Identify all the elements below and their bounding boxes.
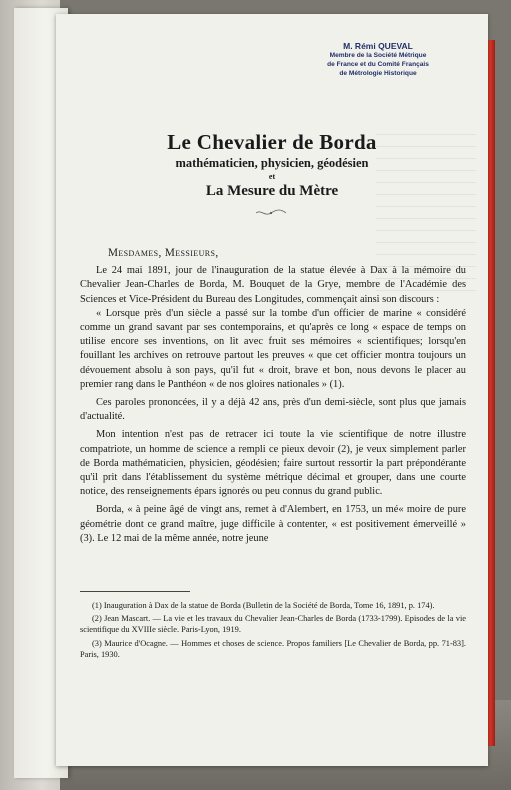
document-title: Le Chevalier de Borda	[167, 130, 377, 154]
salutation: Mesdames, Messieurs,	[108, 247, 219, 259]
paragraph: Ces paroles prononcées, il y a déjà 42 ans, près d'un demi-siècle, sont plus que jamais d'actualité.	[80, 397, 466, 423]
quotation: « Lorsque près d'un siècle a passé sur la tombe d'un officier de marine « considéré comme un grand savant par ses contemporains, et qu'après ce long « espace de temps on utilise encore ses inventions, on lit avec fruit ses mémoires « scientifiques; lorsqu'en fouillant les archives on retrouve partout les preuves « que cet officier montra toujours un dévouement absolu à son pays, qu'il fut « droit, brave et bon, nous devons le placer au premier rang dans le Panthéon « de nos gloires nationales » (1).	[80, 307, 466, 390]
footnote: (3) Maurice d'Ocagne. — Hommes et choses de science. Propos familiers [Le Chevalier de Borda, pp. 71-83]. Paris, 1930.	[80, 638, 466, 659]
body-text	[80, 246, 466, 546]
conjunction: et	[268, 172, 276, 181]
document-page	[56, 14, 488, 766]
paragraph: Borda, « à peine âgé de vingt ans, remet à d'Alembert, en 1753, un mé« moire de pure géométrie dont ce grand maître, juge difficile à contenter, « est positivement émerveillé » (3). Le 12 mai de la même année, notre jeune	[80, 504, 466, 544]
owner-stamp	[318, 42, 438, 78]
footnote: (1) Inauguration à Dax de la statue de Borda (Bulletin de la Société de Borda, Tome 16, 1891, p. 174).	[92, 601, 435, 610]
ornament-flourish-icon	[255, 209, 287, 217]
footnotes	[80, 600, 466, 662]
stamp-line: de Métrologie Historique	[339, 70, 417, 77]
stamp-line: Membre de la Société Métrique	[329, 52, 427, 59]
document-subtitle: mathématicien, physicien, géodésien	[175, 156, 369, 170]
footnote: (2) Jean Mascart. — La vie et les travaux du Chevalier Jean-Charles de Borda (1733-1799). Episodes de la vie scientifique du XVIIIe siècle. Paris-Lyon, 1919.	[80, 614, 466, 635]
document-title-secondary: La Mesure du Mètre	[205, 183, 339, 199]
paragraph: Mon intention n'est pas de retracer ici toute la vie scientifique de notre illustre compatriote, un homme de science a rempli ce pieux devoir (2), je veux simplement parler de Borda mathématicien, physicien, géodésien; faire surtout ressortir la part prépondérante qu'il prit dans l'établissement du système métrique décimal et grouper, dans une courte notice, des renseignements épars ignorés ou peu connus du grand public.	[80, 429, 466, 498]
footnote-divider	[80, 591, 190, 592]
paragraph: Le 24 mai 1891, jour de l'inauguration de la statue élevée à Dax à la mémoire du Chevalier Jean-Charles de Borda, M. Bouquet de la Grye, membre de l'Académie des Sciences et Vice-Président du Bureau des Longitudes, commençait ainsi son discours :	[80, 265, 466, 305]
stamp-line: de France et du Comité Français	[327, 61, 429, 68]
stamp-name: M. Rémi QUEVAL	[343, 41, 413, 51]
